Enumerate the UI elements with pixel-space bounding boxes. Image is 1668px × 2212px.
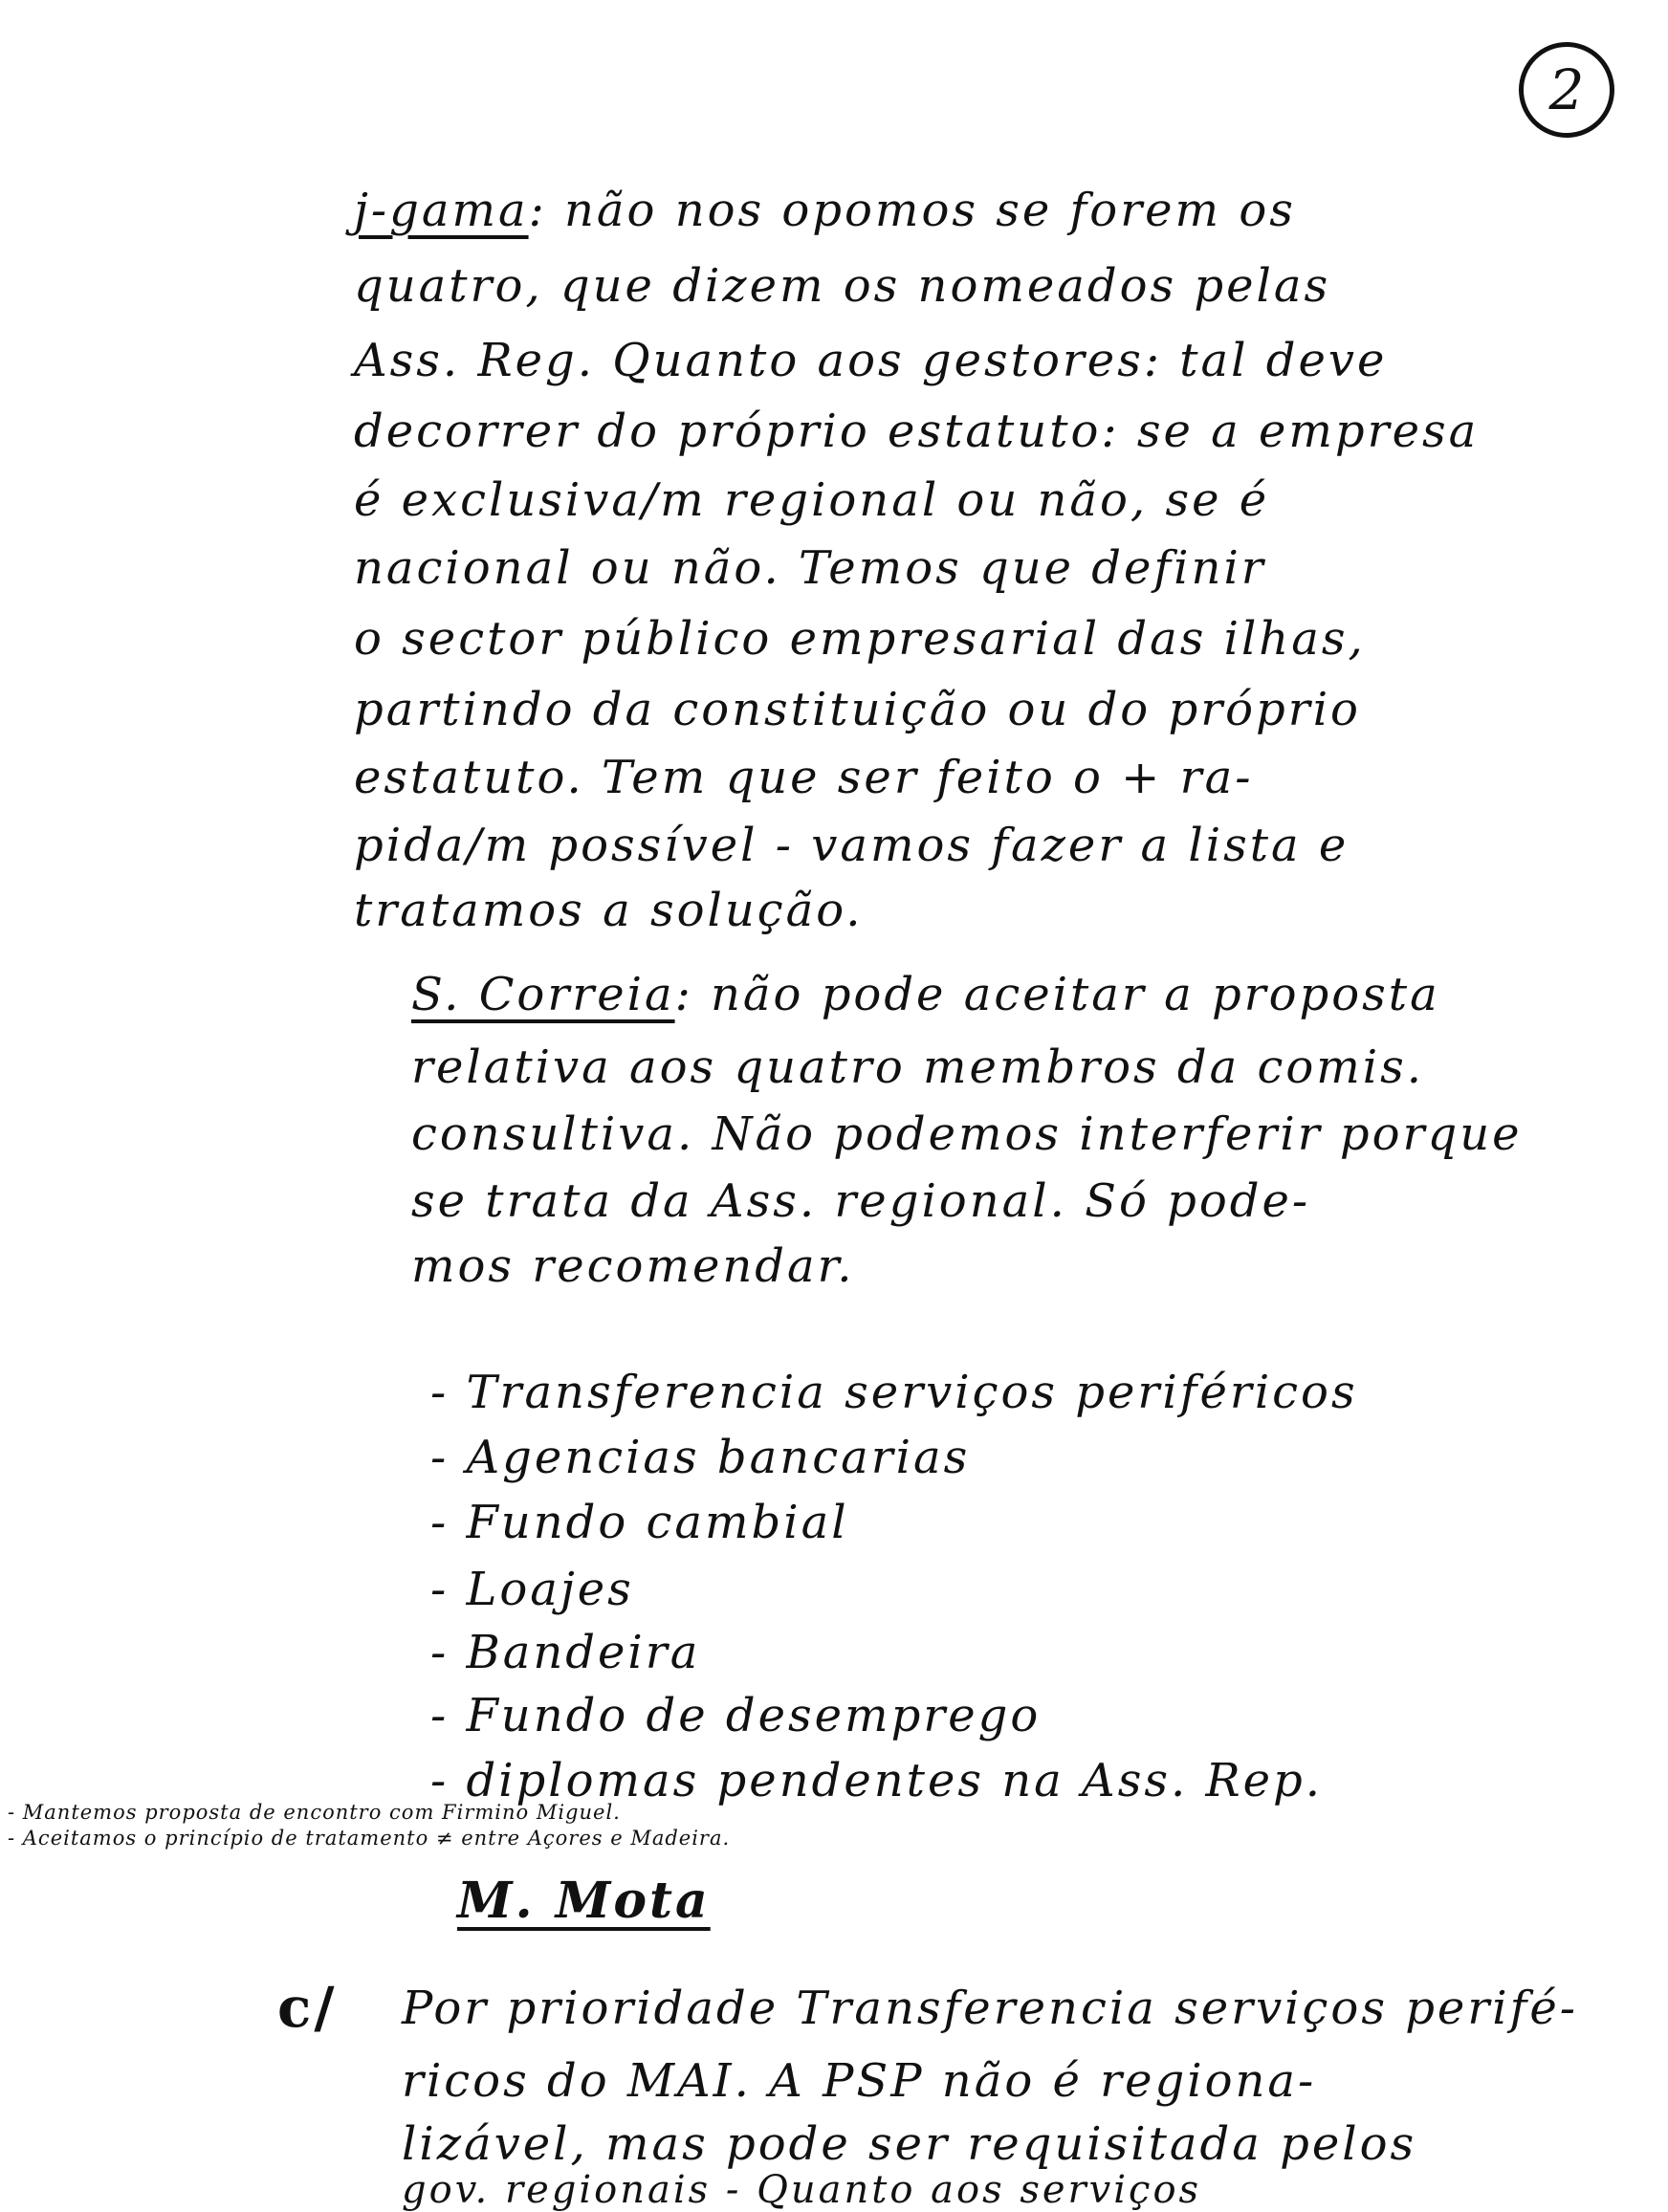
- c-line-2: ricos do MAI. A PSP não é regiona-: [402, 2054, 1317, 2108]
- j-line-8: partindo da constituição ou do próprio: [354, 683, 1361, 736]
- j-line-2: quatro, que dizem os nomeados pelas: [354, 259, 1331, 313]
- list-item: - Fundo de desemprego: [430, 1689, 1042, 1742]
- j-line-5: é exclusiva/m regional ou não, se é: [354, 473, 1270, 527]
- list-item: - Fundo cambial: [430, 1496, 849, 1549]
- j-line-1: j-gama: não nos opomos se forem os: [354, 184, 1296, 237]
- j-line-11: tratamos a solução.: [354, 884, 864, 937]
- j-line-6: nacional ou não. Temos que definir: [354, 541, 1266, 595]
- s-line-5: mos recomendar.: [411, 1239, 855, 1293]
- s-line-1-label: S. Correia: [411, 968, 675, 1021]
- j-line-4: decorrer do próprio estatuto: se a empresa: [354, 405, 1480, 458]
- margin-note: - Aceitamos o princípio de tratamento ≠ entre Açores e Madeira.: [8, 1827, 731, 1850]
- list-item: - Loajes: [430, 1563, 634, 1616]
- page-number: 2: [1519, 42, 1614, 138]
- s-line-1: S. Correia: não pode aceitar a proposta: [411, 968, 1440, 1021]
- section-marker: c/: [277, 1975, 338, 2040]
- s-line-4: se trata da Ass. regional. Só pode-: [411, 1174, 1311, 1228]
- j-line-1-label: j-gama: [354, 184, 529, 237]
- list-item: - Transferencia serviços periféricos: [430, 1366, 1358, 1419]
- j-line-7: o sector público empresarial das ilhas,: [354, 612, 1366, 666]
- c-line-1: Por prioridade Transferencia serviços perifé-: [402, 1982, 1579, 2035]
- c-line-3: lizável, mas pode ser requisitada pelos: [402, 2117, 1417, 2171]
- j-line-3: Ass. Reg. Quanto aos gestores: tal deve: [354, 334, 1388, 387]
- list-item: - Bandeira: [430, 1626, 701, 1679]
- speaker-heading: M. Mota: [457, 1872, 711, 1930]
- list-item: - Agencias bancarias: [430, 1431, 971, 1484]
- j-line-10: pida/m possível - vamos fazer a lista e: [354, 819, 1350, 872]
- j-line-9: estatuto. Tem que ser feito o + ra-: [354, 751, 1254, 804]
- list-item: - diplomas pendentes na Ass. Rep.: [430, 1754, 1323, 1807]
- s-line-2: relativa aos quatro membros da comis.: [411, 1040, 1425, 1094]
- margin-note: - Mantemos proposta de encontro com Firmino Miguel.: [8, 1801, 621, 1824]
- c-line-4: gov. regionais - Quanto aos serviços: [402, 2168, 1202, 2212]
- s-line-3: consultiva. Não podemos interferir porque: [411, 1107, 1523, 1161]
